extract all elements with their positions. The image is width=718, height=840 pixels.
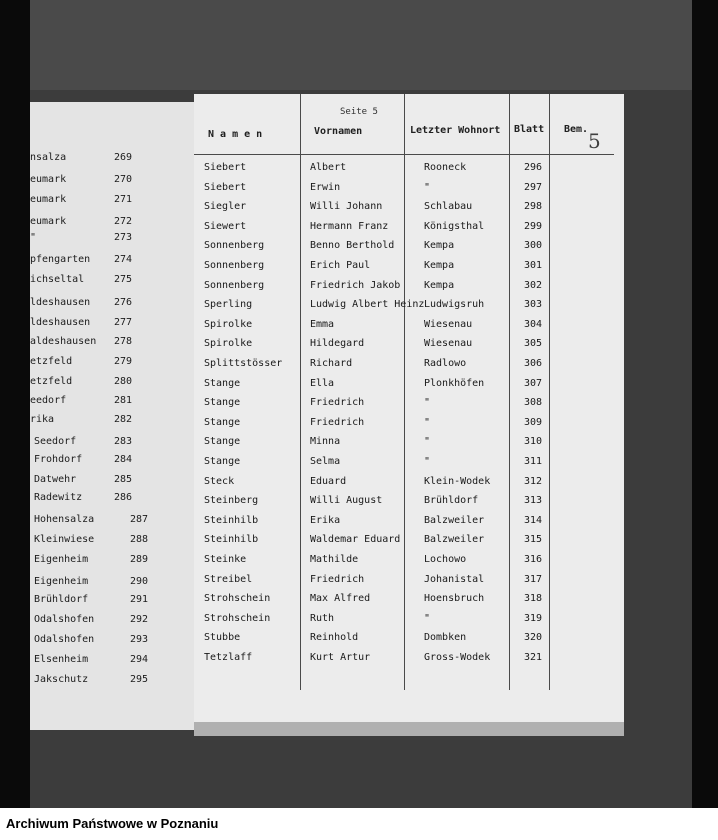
record-name: Stange [204, 417, 241, 428]
record-wohnort: Radlowo [424, 358, 467, 369]
record-wohnort: " [424, 456, 431, 467]
record-blatt: 321 [524, 652, 543, 663]
record-vorname: Selma [310, 456, 341, 467]
table-row [194, 652, 624, 670]
table-row [194, 162, 624, 180]
record-vorname: Eduard [310, 476, 347, 487]
left-blatt-number: 277 [114, 317, 133, 328]
table-row [194, 358, 624, 376]
table-row [194, 299, 624, 317]
left-blatt-number: 273 [114, 232, 133, 243]
record-blatt: 312 [524, 476, 543, 487]
left-list-item [30, 512, 200, 530]
record-name: Stange [204, 397, 241, 408]
left-place-name: etzfeld [30, 356, 73, 367]
record-wohnort: " [424, 436, 431, 447]
table-row [194, 574, 624, 592]
record-wohnort: Kempa [424, 280, 455, 291]
table-row [194, 280, 624, 298]
header-bem: Bem. [564, 124, 589, 135]
left-list-item [30, 192, 200, 210]
left-list-item [30, 490, 200, 508]
record-vorname: Erich Paul [310, 260, 371, 271]
left-blatt-number: 290 [130, 576, 149, 587]
record-name: Stange [204, 378, 241, 389]
left-list-item [30, 252, 200, 270]
record-blatt: 302 [524, 280, 543, 291]
left-list-item [30, 532, 200, 550]
footer [0, 808, 718, 840]
record-wohnort: Klein-Wodek [424, 476, 491, 487]
left-blatt-number: 292 [130, 614, 149, 625]
record-blatt: 320 [524, 632, 543, 643]
record-wohnort: Schlabau [424, 201, 473, 212]
record-name: Sperling [204, 299, 253, 310]
left-list-item [30, 150, 200, 168]
left-place-name: Kleinwiese [34, 534, 95, 545]
left-place-name: eedorf [30, 395, 67, 406]
record-blatt: 300 [524, 240, 543, 251]
right-page [194, 94, 624, 722]
left-blatt-number: 272 [114, 216, 133, 227]
left-blatt-number: 274 [114, 254, 133, 265]
table-row [194, 456, 624, 474]
record-vorname: Hermann Franz [310, 221, 389, 232]
left-blatt-number: 287 [130, 514, 149, 525]
left-list-item [30, 434, 200, 452]
left-blatt-number: 283 [114, 436, 133, 447]
record-vorname: Minna [310, 436, 341, 447]
left-list-item [30, 552, 200, 570]
record-blatt: 298 [524, 201, 543, 212]
record-wohnort: Johanistal [424, 574, 485, 585]
table-row [194, 397, 624, 415]
left-list-item [30, 334, 200, 352]
record-blatt: 301 [524, 260, 543, 271]
archive-label: Archiwum Państwowe w Poznaniu [6, 816, 219, 831]
record-name: Steinberg [204, 495, 259, 506]
record-vorname: Ludwig Albert Heinz [310, 299, 425, 310]
record-blatt: 319 [524, 613, 543, 624]
left-place-name: eumark [30, 174, 67, 185]
left-place-name: " [30, 232, 37, 243]
record-blatt: 315 [524, 534, 543, 545]
left-blatt-number: 281 [114, 395, 133, 406]
record-name: Strohschein [204, 613, 271, 624]
record-wohnort: " [424, 397, 431, 408]
record-blatt: 308 [524, 397, 543, 408]
record-blatt: 299 [524, 221, 543, 232]
record-vorname: Willi August [310, 495, 383, 506]
record-vorname: Willi Johann [310, 201, 383, 212]
handwritten-page-number: 5 [588, 129, 601, 153]
left-place-name: Eigenheim [34, 576, 89, 587]
record-vorname: Friedrich Jakob [310, 280, 401, 291]
left-place-name: eumark [30, 216, 67, 227]
left-place-name: pfengarten [30, 254, 91, 265]
left-blatt-number: 276 [114, 297, 133, 308]
left-place-name: Frohdorf [34, 454, 83, 465]
record-vorname: Max Alfred [310, 593, 371, 604]
record-name: Tetzlaff [204, 652, 253, 663]
left-list-item [30, 612, 200, 630]
table-row [194, 182, 624, 200]
left-list-item [30, 374, 200, 392]
record-wohnort: Plonkhöfen [424, 378, 485, 389]
header-divider [194, 154, 614, 155]
left-list-item [30, 632, 200, 650]
record-name: Splittstösser [204, 358, 283, 369]
record-wohnort: Rooneck [424, 162, 467, 173]
left-place-name: eumark [30, 194, 67, 205]
record-wohnort: " [424, 613, 431, 624]
record-blatt: 314 [524, 515, 543, 526]
left-list-item [30, 672, 200, 690]
left-blatt-number: 289 [130, 554, 149, 565]
record-blatt: 304 [524, 319, 543, 330]
left-place-name: Datwehr [34, 474, 77, 485]
record-wohnort: Gross-Wodek [424, 652, 491, 663]
record-blatt: 313 [524, 495, 543, 506]
left-page [30, 102, 200, 730]
table-row [194, 554, 624, 572]
left-place-name: Hohensalza [34, 514, 95, 525]
record-name: Siewert [204, 221, 247, 232]
left-blatt-number: 275 [114, 274, 133, 285]
left-list-item [30, 172, 200, 190]
record-blatt: 305 [524, 338, 543, 349]
table-row [194, 319, 624, 337]
left-blatt-number: 279 [114, 356, 133, 367]
record-wohnort: Balzweiler [424, 534, 485, 545]
record-blatt: 310 [524, 436, 543, 447]
left-place-name: Odalshofen [34, 634, 95, 645]
left-place-name: Elsenheim [34, 654, 89, 665]
record-vorname: Waldemar Eduard [310, 534, 401, 545]
record-vorname: Reinhold [310, 632, 359, 643]
record-name: Sonnenberg [204, 240, 265, 251]
record-name: Spirolke [204, 319, 253, 330]
left-blatt-number: 295 [130, 674, 149, 685]
table-row [194, 632, 624, 650]
record-wohnort: Lochowo [424, 554, 467, 565]
left-place-name: aldeshausen [30, 336, 97, 347]
left-place-name: ichseltal [30, 274, 85, 285]
record-vorname: Friedrich [310, 574, 365, 585]
header-blatt: Blatt [514, 124, 545, 135]
table-row [194, 436, 624, 454]
left-list-item [30, 272, 200, 290]
page-edge-shadow [194, 722, 624, 736]
table-row [194, 260, 624, 278]
record-wohnort: Ludwigsruh [424, 299, 485, 310]
record-name: Spirolke [204, 338, 253, 349]
record-blatt: 306 [524, 358, 543, 369]
record-blatt: 318 [524, 593, 543, 604]
left-place-name: ldeshausen [30, 297, 91, 308]
record-blatt: 311 [524, 456, 543, 467]
record-name: Siebert [204, 162, 247, 173]
left-place-name: Jakschutz [34, 674, 89, 685]
left-blatt-number: 278 [114, 336, 133, 347]
record-name: Siegler [204, 201, 247, 212]
record-vorname: Friedrich [310, 397, 365, 408]
record-vorname: Friedrich [310, 417, 365, 428]
record-blatt: 296 [524, 162, 543, 173]
left-list-item [30, 230, 200, 248]
record-vorname: Ruth [310, 613, 335, 624]
table-row [194, 476, 624, 494]
record-wohnort: Balzweiler [424, 515, 485, 526]
record-name: Stange [204, 436, 241, 447]
record-vorname: Richard [310, 358, 353, 369]
left-list-item [30, 652, 200, 670]
record-name: Stubbe [204, 632, 241, 643]
table-row [194, 495, 624, 513]
left-place-name: nsalza [30, 152, 67, 163]
record-blatt: 307 [524, 378, 543, 389]
header-wohnort: Letzter Wohnort [410, 125, 501, 136]
left-list-item [30, 354, 200, 372]
record-name: Siebert [204, 182, 247, 193]
table-row [194, 613, 624, 631]
record-vorname: Kurt Artur [310, 652, 371, 663]
record-blatt: 297 [524, 182, 543, 193]
left-blatt-number: 294 [130, 654, 149, 665]
header-namen: N a m e n [208, 129, 263, 140]
left-list-item [30, 412, 200, 430]
record-wohnort: " [424, 417, 431, 428]
table-row [194, 240, 624, 258]
record-vorname: Hildegard [310, 338, 365, 349]
record-blatt: 317 [524, 574, 543, 585]
record-vorname: Mathilde [310, 554, 359, 565]
table-row [194, 417, 624, 435]
left-place-name: Brühldorf [34, 594, 89, 605]
table-row [194, 201, 624, 219]
left-list-item [30, 452, 200, 470]
left-blatt-number: 269 [114, 152, 133, 163]
table-row [194, 338, 624, 356]
left-list-item [30, 472, 200, 490]
table-row [194, 593, 624, 611]
left-place-name: rika [30, 414, 55, 425]
table-row [194, 534, 624, 552]
record-vorname: Albert [310, 162, 347, 173]
record-wohnort: Wiesenau [424, 338, 473, 349]
table-row [194, 221, 624, 239]
record-vorname: Ella [310, 378, 335, 389]
left-blatt-number: 286 [114, 492, 133, 503]
record-wohnort: Kempa [424, 240, 455, 251]
record-name: Stange [204, 456, 241, 467]
left-place-name: ldeshausen [30, 317, 91, 328]
header-vornamen: Vornamen [314, 126, 363, 137]
record-wohnort: Wiesenau [424, 319, 473, 330]
record-vorname: Erika [310, 515, 341, 526]
left-place-name: etzfeld [30, 376, 73, 387]
left-list-item [30, 295, 200, 313]
record-wohnort: Königsthal [424, 221, 485, 232]
scan-top-area [30, 0, 692, 90]
left-blatt-number: 284 [114, 454, 133, 465]
left-place-name: Seedorf [34, 436, 77, 447]
record-vorname: Erwin [310, 182, 341, 193]
record-vorname: Emma [310, 319, 335, 330]
table-row [194, 515, 624, 533]
record-wohnort: Dombken [424, 632, 467, 643]
left-place-name: Eigenheim [34, 554, 89, 565]
record-blatt: 309 [524, 417, 543, 428]
left-blatt-number: 280 [114, 376, 133, 387]
record-name: Steck [204, 476, 235, 487]
seite-label: Seite 5 [340, 107, 378, 117]
record-name: Sonnenberg [204, 260, 265, 271]
record-name: Steinhilb [204, 534, 259, 545]
left-place-name: Radewitz [34, 492, 83, 503]
record-name: Strohschein [204, 593, 271, 604]
record-wohnort: " [424, 182, 431, 193]
left-blatt-number: 291 [130, 594, 149, 605]
record-name: Steinhilb [204, 515, 259, 526]
left-blatt-number: 285 [114, 474, 133, 485]
left-list-item [30, 315, 200, 333]
left-blatt-number: 293 [130, 634, 149, 645]
record-name: Sonnenberg [204, 280, 265, 291]
left-blatt-number: 282 [114, 414, 133, 425]
left-blatt-number: 270 [114, 174, 133, 185]
record-blatt: 316 [524, 554, 543, 565]
record-blatt: 303 [524, 299, 543, 310]
left-list-item [30, 574, 200, 592]
table-row [194, 378, 624, 396]
left-list-item [30, 393, 200, 411]
record-name: Streibel [204, 574, 253, 585]
record-wohnort: Hoensbruch [424, 593, 485, 604]
record-name: Steinke [204, 554, 247, 565]
left-blatt-number: 288 [130, 534, 149, 545]
record-wohnort: Brühldorf [424, 495, 479, 506]
record-wohnort: Kempa [424, 260, 455, 271]
left-place-name: Odalshofen [34, 614, 95, 625]
record-vorname: Benno Berthold [310, 240, 395, 251]
left-blatt-number: 271 [114, 194, 133, 205]
left-list-item [30, 592, 200, 610]
